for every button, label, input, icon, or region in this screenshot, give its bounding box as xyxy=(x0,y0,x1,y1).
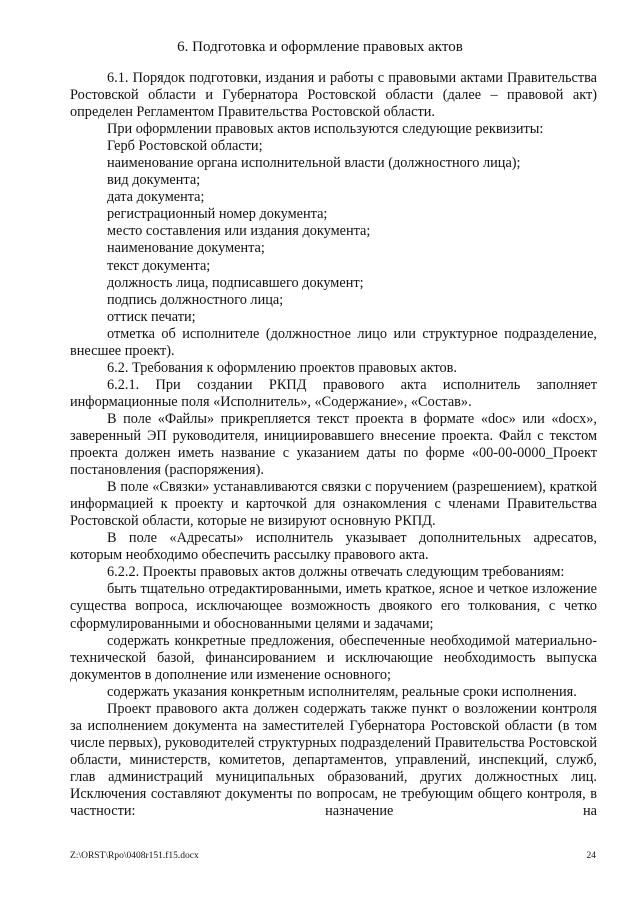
requirement-item: быть тщательно отредактированными, иметь краткое, ясное и четкое изложение существа вопроса, исключающее возможность двоякого его толкования, с четко сформулированными и обоснованными целями и задачами; xyxy=(70,581,597,632)
list-item: вид документа; xyxy=(107,172,201,189)
requirement-item: содержать конкретные предложения, обеспеченные необходимой материально-технической базой, финансированием и исключающие необходимость выпуска документов в дополнение или изменение основного; xyxy=(70,632,597,683)
list-item: наименование документа; xyxy=(107,240,265,257)
footer-file-path: Z:\ORST\Rpo\0408r151.f15.docx xyxy=(70,851,199,861)
paragraph-links-field: В поле «Связки» устанавливаются связки с поручением (разрешением), краткой информацией к проекту и карточкой для ознакомления с членами Правительства Ростовской области, которые не визируют основную РКПД. xyxy=(70,479,597,530)
footer-page-number: 24 xyxy=(586,851,596,861)
list-item: оттиск печати; xyxy=(107,308,196,325)
paragraph-control-clause: Проект правового акта должен содержать также пункт о возложении контроля за исполнением документа на заместителей Губернатора Ростовской области (в том числе первых), руководителей структурных подразделений Правительства Ростовской области, министерств, комитетов, департаментов, управлений, инспекций, служб, глав администраций муниципальных образований, других должностных лиц. Исключения составляют документы по вопросам, не требующим общего контроля, в частности: назначение на xyxy=(70,700,597,820)
list-item: отметка об исполнителе (должностное лицо или структурное подразделение, внесшее проект). xyxy=(70,325,597,359)
section-title: 6. Подготовка и оформление правовых актов xyxy=(177,39,463,55)
list-item: дата документа; xyxy=(107,189,205,206)
document-body xyxy=(70,70,597,820)
paragraph-6-2: 6.2. Требования к оформлению проектов правовых актов. xyxy=(107,359,458,376)
list-item: наименование органа исполнительной власти (должностного лица); xyxy=(107,155,521,172)
paragraph-6-1: 6.1. Порядок подготовки, издания и работы с правовыми актами Правительства Ростовской области и Губернатора Ростовской области (далее – правовой акт) определен Регламентом Правительства Ростовской области. xyxy=(70,70,597,121)
list-item: подпись должностного лица; xyxy=(107,291,284,308)
paragraph-requisites-intro: При оформлении правовых актов используются следующие реквизиты: xyxy=(107,121,544,138)
list-item: Герб Ростовской области; xyxy=(107,138,263,155)
paragraph-files-field: В поле «Файлы» прикрепляется текст проекта в формате «doc» или «docx», заверенный ЭП руководителя, инициировавшего внесение проекта. Файл с текстом проекта должен иметь название с указанием даты по форме «00-00-0000_Проект постановления (распоряжения). xyxy=(70,410,597,479)
paragraph-addressees-field: В поле «Адресаты» исполнитель указывает дополнительных адресатов, которым необходимо обеспечить рассылку правового акта. xyxy=(70,530,597,564)
paragraph-6-2-1: 6.2.1. При создании РКПД правового акта исполнитель заполняет информационные поля «Исполнитель», «Содержание», «Состав». xyxy=(70,376,597,410)
list-item: должность лица, подписавшего документ; xyxy=(107,274,364,291)
list-item: текст документа; xyxy=(107,257,211,274)
paragraph-6-2-2: 6.2.2. Проекты правовых актов должны отвечать следующим требованиям: xyxy=(107,564,565,581)
requirement-item: содержать указания конкретным исполнителям, реальные сроки исполнения. xyxy=(107,683,577,700)
list-item: место составления или издания документа; xyxy=(107,223,371,240)
list-item: регистрационный номер документа; xyxy=(107,206,328,223)
